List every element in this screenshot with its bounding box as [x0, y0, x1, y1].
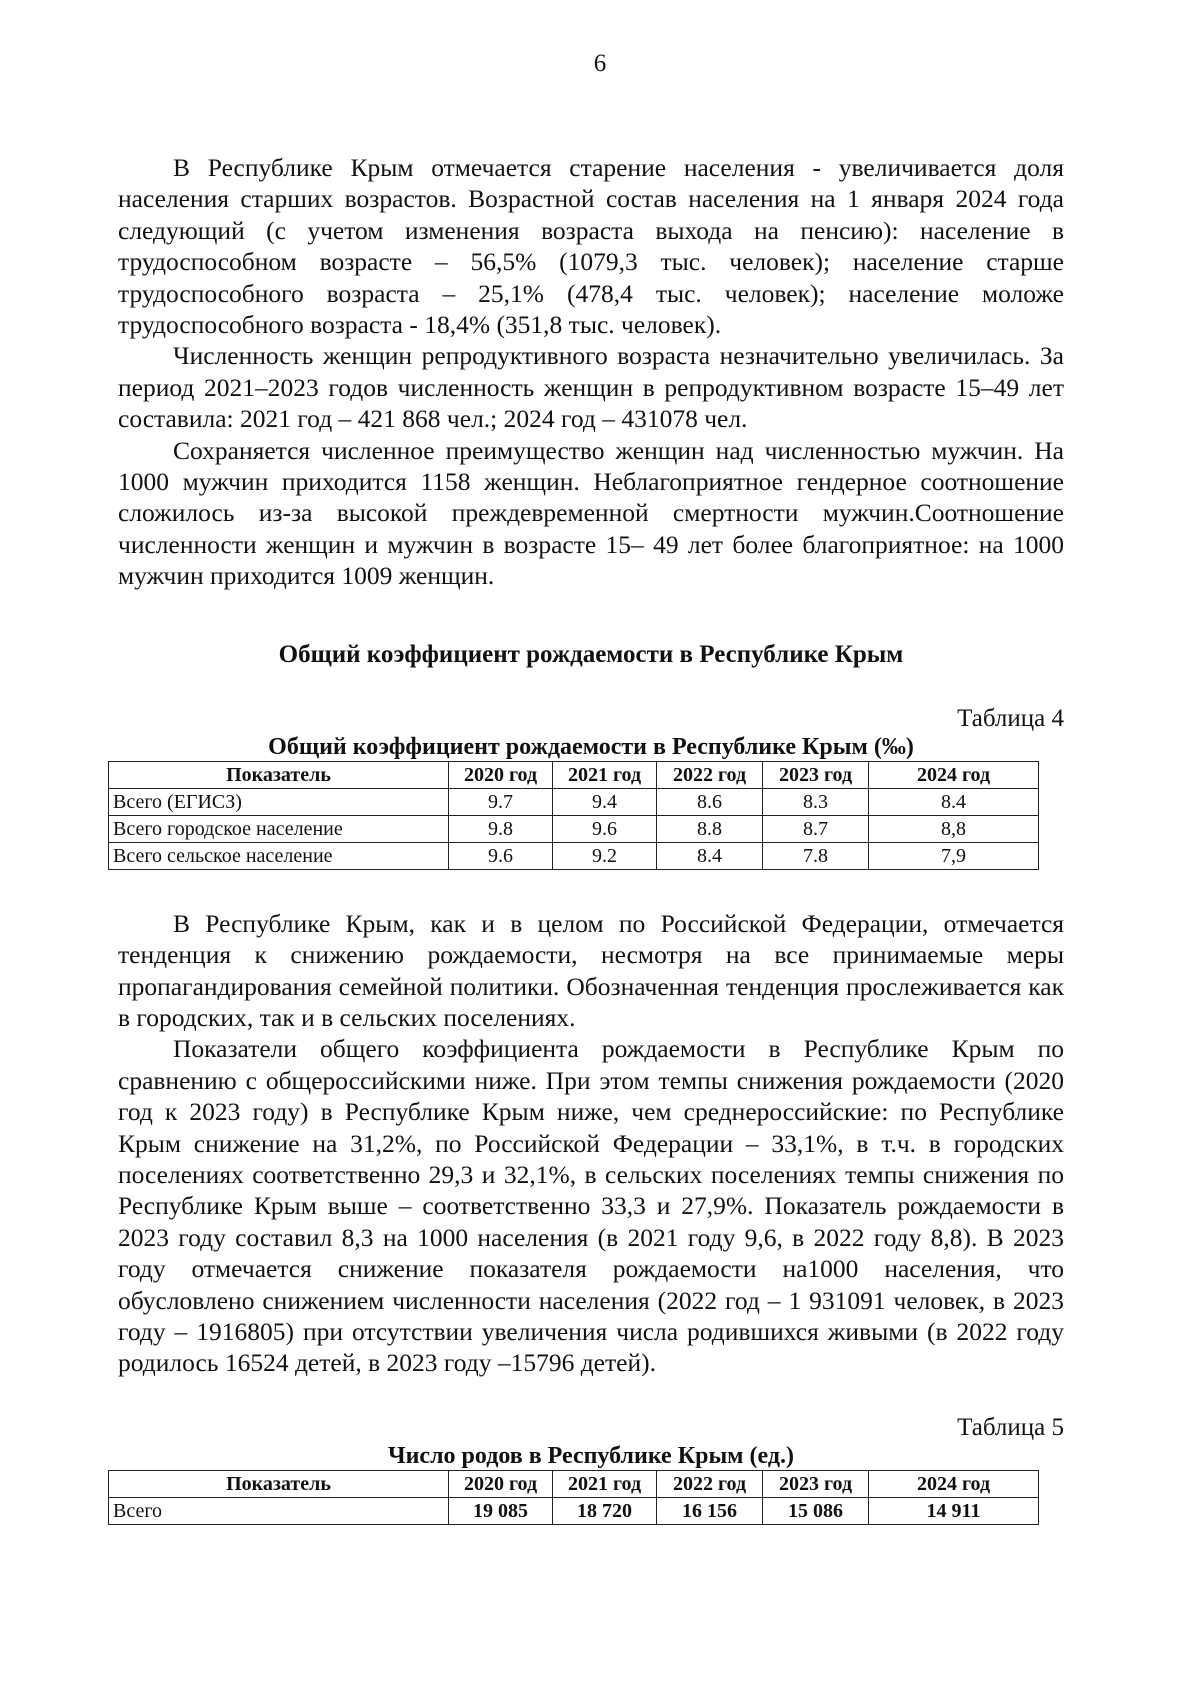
- document-body: [113, 152, 1064, 1525]
- table-cell: 9.6: [553, 815, 657, 842]
- table-header-cell: 2021 год: [553, 761, 657, 788]
- table-cell: Всего: [109, 1497, 449, 1524]
- table-header-cell: 2020 год: [449, 761, 553, 788]
- table-cell: 8.8: [657, 815, 763, 842]
- section-heading: Общий коэффициент рождаемости в Республике Крым: [278, 640, 904, 668]
- table-cell: 9.2: [553, 842, 657, 869]
- table-header-cell: 2023 год: [763, 761, 869, 788]
- table-header-cell: 2021 год: [553, 1470, 657, 1497]
- table-cell: 15 086: [763, 1497, 869, 1524]
- table-cell: Всего городское население: [109, 815, 449, 842]
- table-header-cell: 2022 год: [657, 1470, 763, 1497]
- table-header-cell: 2023 год: [763, 1470, 869, 1497]
- table-cell: 8.6: [657, 788, 763, 815]
- table-header-row: [109, 761, 1039, 788]
- table-cell: 7.8: [763, 842, 869, 869]
- table-header-cell: 2022 год: [657, 761, 763, 788]
- table-cell: 19 085: [449, 1497, 553, 1524]
- table5-label: Таблица 5: [957, 1413, 1064, 1441]
- table-header-cell: Показатель: [109, 1470, 449, 1497]
- paragraph-aging: В Республике Крым отмечается старение населения - увеличивается доля населения старших возрастов. Возрастной состав населения на 1 января 2024 года следующий (с учетом изменения возраста выхода на пенсию): население в трудоспособном возрасте – 56,5% (1079,3 тыс. человек); население старше трудоспособного возраста – 25,1% (478,4 тыс. человек); население моложе трудоспособного возраста - 18,4% (351,8 тыс. человек).: [118, 153, 1064, 340]
- table-cell: 8.4: [657, 842, 763, 869]
- table-row: [109, 788, 1039, 815]
- table-row: [109, 815, 1039, 842]
- page-number: 6: [593, 50, 607, 77]
- table-header-row: [109, 1470, 1039, 1497]
- table-cell: 8.4: [869, 788, 1039, 815]
- table-cell: 9.8: [449, 815, 553, 842]
- table4-label: Таблица 4: [957, 704, 1064, 732]
- table-header-cell: 2024 год: [869, 1470, 1039, 1497]
- paragraph-comparison: Показатели общего коэффициента рождаемости в Республике Крым по сравнению с общероссийскими ниже. При этом темпы снижения рождаемости (2020 год к 2023 году) в Республике Крым ниже, чем среднероссийские: по Республике Крым снижение на 31,2%, по Российской Федерации – 33,1%, в т.ч. в городских поселениях соответственно 29,3 и 32,1%, в сельских поселениях темпы снижения по Республике Крым выше – соответственно 33,3 и 27,9%. Показатель рождаемости в 2023 году составил 8,3 на 1000 населения (в 2021 году 9,6, в 2022 году 8,8). В 2023 году отмечается снижение показателя рождаемости на1000 населения, что обусловлено снижением численности населения (2022 год – 1 931091 человек, в 2023 году – 1916805) при отсутствии увеличения числа родившихся живыми (в 2022 году родилось 16524 детей, в 2023 году –15796 детей).: [118, 1034, 1064, 1378]
- table-header-cell: 2020 год: [449, 1470, 553, 1497]
- paragraph-gender-ratio: Сохраняется численное преимущество женщин над численностью мужчин. На 1000 мужчин приходится 1158 женщин. Неблагоприятное гендерное соотношение сложилось из-за высокой преждевременной смертности мужчин.Соотношение численности женщин и мужчин в возрасте 15– 49 лет более благоприятное: на 1000 мужчин приходится 1009 женщин.: [118, 435, 1064, 591]
- paragraph-trend: В Республике Крым, как и в целом по Российской Федерации, отмечается тенденция к снижению рождаемости, несмотря на все принимаемые меры пропагандирования семейной политики. Обозначенная тенденция прослеживается как в городских, так и в сельских поселениях.: [118, 908, 1064, 1032]
- table-cell: 9.6: [449, 842, 553, 869]
- table-cell: 7,9: [869, 842, 1039, 869]
- paragraph-reproductive-women: Численность женщин репродуктивного возраста незначительно увеличилась. За период 2021–2023 годов численность женщин в репродуктивном возрасте 15–49 лет составила: 2021 год – 421 868 чел.; 2024 год – 431078 чел.: [118, 341, 1064, 434]
- table-cell: 8.7: [763, 815, 869, 842]
- table-cell: Всего (ЕГИСЗ): [109, 788, 449, 815]
- table-header-cell: Показатель: [109, 761, 449, 788]
- table5-title: Число родов в Республике Крым (ед.): [387, 1442, 794, 1469]
- table4-title: Общий коэффициент рождаемости в Республике Крым (‰): [268, 733, 914, 760]
- table-cell: 8.3: [763, 788, 869, 815]
- births-count-table: [108, 1470, 1039, 1525]
- table-cell: 9.4: [553, 788, 657, 815]
- table-row: [109, 1497, 1039, 1524]
- birth-rate-table: [108, 761, 1039, 870]
- table-cell: 8,8: [869, 815, 1039, 842]
- table-cell: 14 911: [869, 1497, 1039, 1524]
- table-cell: 9.7: [449, 788, 553, 815]
- table-cell: 16 156: [657, 1497, 763, 1524]
- table-header-cell: 2024 год: [869, 761, 1039, 788]
- table-cell: Всего сельское население: [109, 842, 449, 869]
- table-cell: 18 720: [553, 1497, 657, 1524]
- table-row: [109, 842, 1039, 869]
